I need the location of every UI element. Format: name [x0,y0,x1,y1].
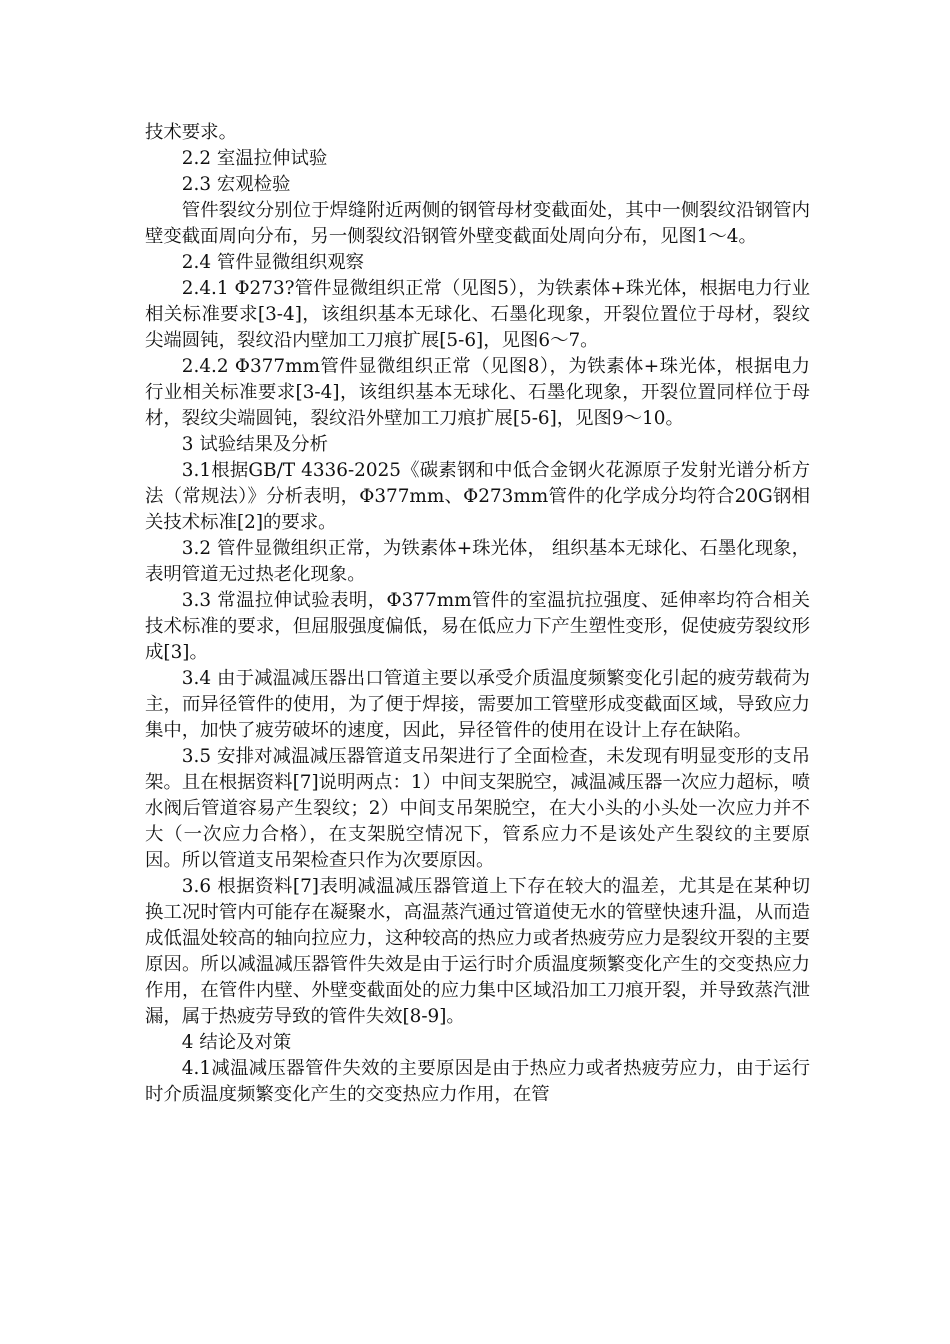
paragraph-macro-inspection: 管件裂纹分别位于焊缝附近两侧的钢管母材变截面处，其中一侧裂纹沿钢管内壁变截面周向分布，另一侧裂纹沿钢管外壁变截面处周向分布，见图1～4。 [145,200,810,247]
heading-2-3: 2.3 宏观检验 [181,174,291,195]
heading-3: 3 试验结果及分析 [181,434,329,455]
paragraph-3-2: 3.2 管件显微组织正常，为铁素体+珠光体， 组织基本无球化、石墨化现象，表明管道无过热老化现象。 [145,538,810,585]
heading-2-2: 2.2 室温拉伸试验 [181,148,328,169]
paragraph-3-1: 3.1根据GB/T 4336-2025《碳素钢和中低合金钢火花源原子发射光谱分析方法（常规法）》分析表明，Φ377mm、Φ273mm管件的化学成分均符合20G钢相关技术标准[2]的要求。 [145,460,810,533]
paragraph-3-3: 3.3 常温拉伸试验表明，Φ377mm管件的室温抗拉强度、延伸率均符合相关技术标准的要求，但屈服强度偏低，易在低应力下产生塑性变形，促使疲劳裂纹形成[3]。 [145,590,810,663]
paragraph-continuation: 技术要求。 [145,122,237,143]
paragraph-3-5: 3.5 安排对减温减压器管道支吊架进行了全面检查，未发现有明显变形的支吊架。且在根据资料[7]说明两点：1）中间支架脱空，减温减压器一次应力超标，喷水阀后管道容易产生裂纹；2）中间支吊架脱空，在大小头的小头处一次应力并不大（一次应力合格），在支架脱空情况下，管系应力不是该处产生裂纹的主要原因。所以管道支吊架检查只作为次要原因。 [145,746,810,871]
paragraph-2-4-2: 2.4.2 Φ377mm管件显微组织正常（见图8），为铁素体+珠光体，根据电力行业相关标准要求[3-4]，该组织基本无球化、石墨化现象，开裂位置同样位于母材，裂纹尖端圆钝，裂纹沿外壁加工刀痕扩展[5-6]，见图9～10。 [145,356,810,429]
paragraph-4-1: 4.1减温减压器管件失效的主要原因是由于热应力或者热疲劳应力，由于运行时介质温度频繁变化产生的交变热应力作用，在管 [145,1058,810,1105]
paragraph-3-6: 3.6 根据资料[7]表明减温减压器管道上下存在较大的温差，尤其是在某种切换工况时管内可能存在凝聚水，高温蒸汽通过管道使无水的管壁快速升温，从而造成低温处较高的轴向拉应力，这种较高的热应力或者热疲劳应力是裂纹开裂的主要原因。所以减温减压器管件失效是由于运行时介质温度频繁变化产生的交变热应力作用，在管件内壁、外壁变截面处的应力集中区域沿加工刀痕开裂，并导致蒸汽泄漏，属于热疲劳导致的管件失效[8-9]。 [145,876,810,1027]
heading-4: 4 结论及对策 [181,1032,292,1053]
paragraph-2-4-1: 2.4.1 Φ273?管件显微组织正常（见图5），为铁素体+珠光体，根据电力行业相关标准要求[3-4]，该组织基本无球化、石墨化现象，开裂位置位于母材，裂纹尖端圆钝，裂纹沿内壁加工刀痕扩展[5-6]，见图6～7。 [145,278,810,351]
document-body [145,120,810,1108]
heading-2-4: 2.4 管件显微组织观察 [181,252,365,273]
paragraph-3-4: 3.4 由于减温减压器出口管道主要以承受介质温度频繁变化引起的疲劳载荷为主，而异径管件的使用，为了便于焊接，需要加工管壁形成变截面区域，导致应力集中，加快了疲劳破坏的速度，因此，异径管件的使用在设计上存在缺陷。 [145,668,810,741]
